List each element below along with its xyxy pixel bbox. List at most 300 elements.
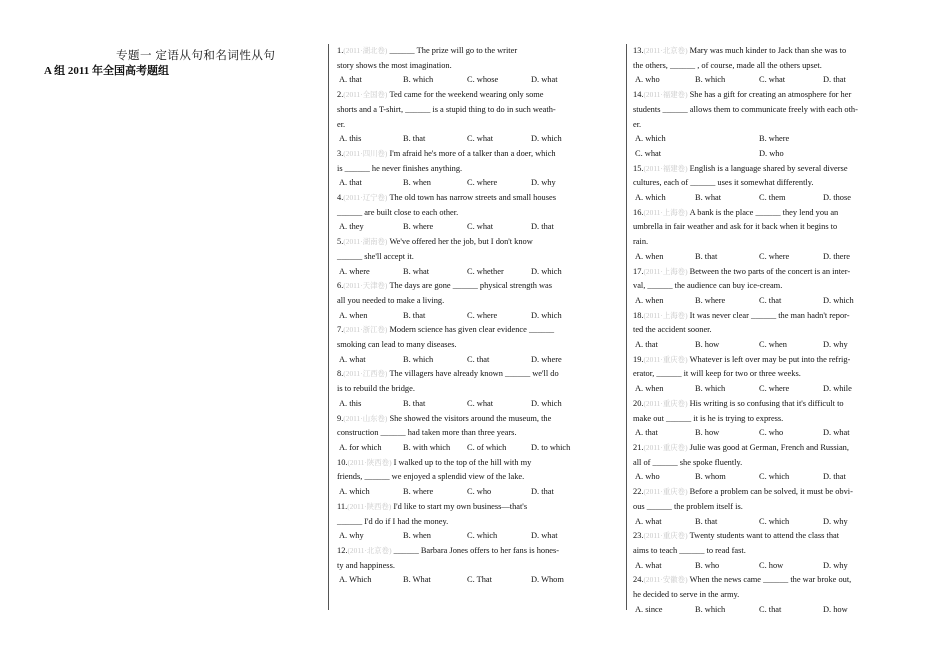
- question-text: A bank is the place ______ they lend you an: [689, 207, 839, 217]
- answer-option[interactable]: B. how: [695, 340, 720, 350]
- answer-option[interactable]: C. where: [467, 310, 498, 320]
- answer-option[interactable]: A. for which: [339, 442, 382, 452]
- question-text-line: [633, 118, 908, 133]
- answer-option[interactable]: D. which: [531, 310, 562, 320]
- question-text: We've offered her the job, but I don't know: [389, 237, 533, 247]
- question-text-line: [337, 367, 611, 382]
- answer-option[interactable]: C. which: [759, 472, 790, 482]
- question-source: (2011·福建卷): [643, 90, 688, 100]
- question-number: 11.: [337, 501, 348, 511]
- question-text-line: [633, 103, 908, 118]
- question-item: [337, 88, 611, 147]
- answer-option[interactable]: D. to which: [531, 442, 571, 452]
- question-number: 6.: [337, 281, 344, 291]
- question-source: (2011·重庆卷): [643, 398, 688, 408]
- question-number: 22.: [633, 487, 644, 497]
- answer-option[interactable]: A. which: [635, 134, 666, 144]
- answer-option[interactable]: B. how: [695, 428, 720, 438]
- question-item: [633, 573, 908, 617]
- answer-options: [337, 441, 611, 456]
- question-source: (2011·重庆卷): [643, 442, 688, 452]
- question-text-line: [337, 147, 611, 162]
- question-text: Mary was much kinder to Jack than she was to: [689, 46, 847, 55]
- answer-option[interactable]: B. what: [403, 266, 430, 276]
- answer-option[interactable]: D. what: [531, 75, 558, 85]
- answer-option[interactable]: C. what: [467, 222, 494, 232]
- question-item: [337, 544, 611, 588]
- answer-options: [633, 132, 908, 147]
- question-item: [337, 456, 611, 500]
- question-source: (2011·陕西卷): [347, 501, 392, 511]
- question-text: Ted came for the weekend wearing only some: [389, 90, 544, 100]
- page-title: 专题一 定语从句和名词性从句: [116, 50, 276, 62]
- question-text-line: [337, 206, 611, 221]
- answer-option[interactable]: C. what: [467, 398, 494, 408]
- question-text-line: [633, 441, 908, 456]
- question-text: Twenty students want to attend the class that: [689, 531, 840, 541]
- answer-option[interactable]: D. where: [531, 354, 562, 364]
- question-text: Julie was good at German, French and Russian,: [689, 442, 849, 452]
- answer-options: [633, 603, 908, 618]
- answer-option[interactable]: C. when: [759, 340, 787, 350]
- answer-option[interactable]: B. where: [695, 295, 726, 305]
- answer-option[interactable]: A. this: [339, 134, 362, 144]
- question-item: [633, 309, 908, 353]
- question-number: 18.: [633, 310, 644, 320]
- question-text: the others, ______ , of course, made all the others upset.: [633, 60, 822, 70]
- answer-option[interactable]: D. which: [531, 398, 562, 408]
- answer-option[interactable]: A. what: [635, 516, 662, 526]
- question-source: (2011·安徽卷): [643, 575, 688, 585]
- answer-option[interactable]: A. when: [635, 384, 664, 394]
- question-text-line: [633, 323, 908, 338]
- question-item: [337, 500, 611, 544]
- question-item: [633, 529, 908, 573]
- question-number: 23.: [633, 531, 644, 541]
- question-text: shorts and a T-shirt, ______ is a stupid thing to do in such weath-: [337, 104, 556, 114]
- page-subtitle: A 组 2011 年全国高考题组: [44, 65, 169, 77]
- question-text: val, ______ the audience can buy ice-cream.: [633, 281, 783, 291]
- question-text-line: [633, 279, 908, 294]
- answer-option[interactable]: D. that: [823, 75, 846, 85]
- answer-option[interactable]: A. that: [339, 178, 362, 188]
- question-item: [633, 265, 908, 309]
- question-text: When the news came ______ the war broke out,: [689, 575, 852, 585]
- question-text: She showed the visitors around the museum, the: [389, 413, 552, 423]
- answer-option[interactable]: C. who: [467, 487, 492, 497]
- question-number: 24.: [633, 575, 644, 585]
- answer-option[interactable]: A. what: [339, 354, 366, 364]
- question-text: is to rebuild the bridge.: [337, 384, 415, 394]
- question-source: (2011·四川卷): [343, 148, 388, 158]
- answer-options: [633, 382, 908, 397]
- question-text-line: [337, 338, 611, 353]
- answer-option[interactable]: B. where: [759, 134, 790, 144]
- answer-option[interactable]: B. that: [695, 251, 718, 261]
- question-source: (2011·福建卷): [643, 163, 688, 173]
- answer-option[interactable]: A. who: [635, 75, 660, 85]
- question-text: English is a language shared by several diverse: [689, 163, 848, 173]
- question-text-line: [337, 118, 611, 133]
- question-text-line: [337, 470, 611, 485]
- answer-option[interactable]: D. that: [823, 472, 846, 482]
- question-text-line: [633, 206, 908, 221]
- answer-option[interactable]: C. who: [759, 428, 784, 438]
- answer-option[interactable]: C. of which: [467, 442, 507, 452]
- answer-option[interactable]: D. why: [823, 516, 848, 526]
- question-item: [633, 353, 908, 397]
- question-number: 21.: [633, 442, 644, 452]
- answer-option[interactable]: B. which: [695, 75, 726, 85]
- question-text: er.: [337, 119, 346, 129]
- answer-option[interactable]: B. which: [403, 75, 434, 85]
- answer-options: [337, 485, 611, 500]
- question-text-line: [337, 88, 611, 103]
- question-source: (2011·重庆卷): [643, 531, 688, 541]
- question-item: [337, 44, 611, 88]
- question-number: 19.: [633, 354, 644, 364]
- answer-options: [337, 573, 611, 588]
- question-text-line: [337, 294, 611, 309]
- question-text-line: [633, 397, 908, 412]
- answer-options: [633, 147, 908, 162]
- answer-option[interactable]: C. where: [467, 178, 498, 188]
- question-item: [633, 441, 908, 485]
- answer-option[interactable]: B. which: [403, 354, 434, 364]
- answer-options: [633, 515, 908, 530]
- answer-option[interactable]: C. what: [467, 134, 494, 144]
- question-number: 4.: [337, 193, 344, 203]
- question-item: [337, 235, 611, 279]
- question-text: erator, ______ it will keep for two or three weeks.: [633, 369, 801, 379]
- question-text-line: [337, 559, 611, 574]
- question-source: (2011·全国卷): [343, 90, 388, 100]
- question-source: (2011·辽宁卷): [343, 193, 388, 203]
- question-text: Modern science has given clear evidence ______: [389, 325, 555, 335]
- answer-option[interactable]: A. which: [635, 193, 666, 203]
- answer-option[interactable]: A. when: [635, 295, 664, 305]
- question-text: Before a problem can be solved, it must be obvi-: [689, 487, 853, 497]
- answer-option[interactable]: C. That: [467, 575, 492, 585]
- question-text-line: [633, 176, 908, 191]
- question-text-line: [337, 103, 611, 118]
- question-text-line: [633, 367, 908, 382]
- question-text-line: [633, 220, 908, 235]
- answer-option[interactable]: D. which: [823, 295, 854, 305]
- answer-option[interactable]: D. how: [823, 604, 848, 614]
- question-text: story shows the most imagination.: [337, 60, 452, 70]
- question-text-line: [337, 426, 611, 441]
- question-text-line: [633, 235, 908, 250]
- question-text: I'd like to start my own business—that's: [393, 501, 528, 511]
- question-text: students ______ allows them to communicate freely with each oth-: [633, 104, 858, 114]
- answer-option[interactable]: C. them: [759, 193, 786, 203]
- question-source: (2011·湖南卷): [343, 237, 388, 247]
- question-text-line: [633, 588, 908, 603]
- answer-option[interactable]: B. with which: [403, 442, 451, 452]
- question-text: ous ______ the problem itself is.: [633, 501, 743, 511]
- question-text: is ______ he never finishes anything.: [337, 163, 463, 173]
- question-text: make out ______ it is he is trying to express.: [633, 413, 784, 423]
- question-number: 7.: [337, 325, 344, 335]
- question-text-line: [337, 544, 611, 559]
- question-text: he decided to serve in the army.: [633, 590, 740, 600]
- answer-option[interactable]: D. why: [531, 178, 556, 188]
- question-text-line: [633, 162, 908, 177]
- answer-options: [337, 132, 611, 147]
- answer-option[interactable]: A. this: [339, 398, 362, 408]
- answer-option[interactable]: A. that: [635, 428, 658, 438]
- question-source: (2011·江西卷): [343, 369, 388, 379]
- answer-option[interactable]: C. that: [759, 604, 782, 614]
- answer-option[interactable]: B. that: [403, 134, 426, 144]
- answer-option[interactable]: D. that: [531, 222, 554, 232]
- question-source: (2011·上海卷): [643, 266, 688, 276]
- question-item: [633, 397, 908, 441]
- answer-options: [337, 353, 611, 368]
- question-text: rain.: [633, 237, 649, 247]
- question-number: 15.: [633, 163, 644, 173]
- question-source: (2011·浙江卷): [343, 325, 388, 335]
- column-divider-right: [626, 44, 627, 610]
- question-text: all of ______ she spoke fluently.: [633, 457, 743, 467]
- question-text: umbrella in fair weather and ask for it back when it begins to: [633, 222, 838, 232]
- question-source: (2011·湖北卷): [343, 46, 388, 55]
- answer-option[interactable]: A. since: [635, 604, 663, 614]
- question-text-line: [633, 456, 908, 471]
- question-text: cultures, each of ______ uses it somewhat differently.: [633, 178, 814, 188]
- answer-option[interactable]: D. why: [823, 340, 848, 350]
- question-text-line: [633, 544, 908, 559]
- answer-option[interactable]: B. who: [695, 560, 720, 570]
- question-text-line: [633, 500, 908, 515]
- answer-options: [337, 220, 611, 235]
- question-text-line: [337, 515, 611, 530]
- answer-option[interactable]: D. those: [823, 193, 851, 203]
- question-number: 5.: [337, 237, 344, 247]
- answer-option[interactable]: A. they: [339, 222, 364, 232]
- question-number: 3.: [337, 148, 344, 158]
- question-text-line: [633, 309, 908, 324]
- question-item: [337, 147, 611, 191]
- answer-option[interactable]: A. that: [339, 75, 362, 85]
- question-text-line: [633, 59, 908, 74]
- question-text-line: [633, 412, 908, 427]
- question-item: [633, 206, 908, 265]
- question-source: (2011·北京卷): [347, 545, 392, 555]
- question-number: 20.: [633, 398, 644, 408]
- question-item: [633, 44, 908, 88]
- answer-option[interactable]: A. which: [339, 487, 370, 497]
- question-text-line: [633, 88, 908, 103]
- answer-options: [337, 73, 611, 88]
- answer-option[interactable]: B. what: [695, 193, 722, 203]
- answer-option[interactable]: A. when: [635, 251, 664, 261]
- answer-option[interactable]: A. who: [635, 472, 660, 482]
- answer-options: [633, 338, 908, 353]
- question-text: The old town has narrow streets and small houses: [389, 193, 556, 203]
- answer-options: [337, 265, 611, 280]
- question-number: 13.: [633, 46, 644, 55]
- answer-option[interactable]: D. why: [823, 560, 848, 570]
- answer-options: [633, 73, 908, 88]
- question-source: (2011·北京卷): [643, 46, 688, 55]
- answer-option[interactable]: B. that: [403, 310, 426, 320]
- question-text-line: [337, 456, 611, 471]
- answer-options: [337, 309, 611, 324]
- answer-option[interactable]: C. which: [759, 516, 790, 526]
- question-item: [337, 191, 611, 235]
- answer-option[interactable]: D. that: [531, 487, 554, 497]
- question-text-line: [337, 235, 611, 250]
- answer-options: [633, 294, 908, 309]
- question-number: 1.: [337, 46, 344, 55]
- question-text-line: [633, 529, 908, 544]
- question-number: 9.: [337, 413, 344, 423]
- question-text: ______ are built close to each other.: [337, 207, 459, 217]
- question-text: His writing is so confusing that it's difficult to: [689, 398, 844, 408]
- question-number: 10.: [337, 457, 348, 467]
- question-text-line: [337, 279, 611, 294]
- answer-option[interactable]: B. that: [695, 516, 718, 526]
- question-source: (2011·上海卷): [643, 207, 688, 217]
- answer-option[interactable]: B. where: [403, 487, 434, 497]
- question-text: ty and happiness.: [337, 560, 395, 570]
- answer-option[interactable]: B. when: [403, 531, 431, 541]
- question-item: [337, 279, 611, 323]
- answer-option[interactable]: C. what: [759, 75, 786, 85]
- question-number: 17.: [633, 266, 644, 276]
- answer-option[interactable]: A. where: [339, 266, 370, 276]
- answer-option[interactable]: B. when: [403, 178, 431, 188]
- question-text: aims to teach ______ to read fast.: [633, 545, 746, 555]
- question-text-line: [337, 382, 611, 397]
- answer-option[interactable]: C. how: [759, 560, 784, 570]
- question-item: [337, 412, 611, 456]
- answer-option[interactable]: B. What: [403, 575, 431, 585]
- column-divider-left: [328, 44, 329, 610]
- question-item: [633, 88, 908, 162]
- answer-option[interactable]: B. where: [403, 222, 434, 232]
- question-text-line: [337, 500, 611, 515]
- answer-options: [337, 529, 611, 544]
- answer-option[interactable]: D. there: [823, 251, 850, 261]
- answer-option[interactable]: B. that: [403, 398, 426, 408]
- answer-option[interactable]: D. which: [531, 266, 562, 276]
- question-text-line: [337, 44, 611, 59]
- question-number: 12.: [337, 545, 348, 555]
- question-text: er.: [633, 119, 642, 129]
- question-item: [633, 485, 908, 529]
- question-text: Between the two parts of the concert is an inter-: [689, 266, 851, 276]
- question-text: ______ Barbara Jones offers to her fans is hones-: [393, 545, 560, 555]
- question-text: Whatever is left over may be put into the refrig-: [689, 354, 851, 364]
- answer-option[interactable]: A. Which: [339, 575, 372, 585]
- question-item: [337, 323, 611, 367]
- question-column-left: [337, 44, 611, 588]
- question-text: all you needed to make a living.: [337, 295, 445, 305]
- answer-option[interactable]: D. while: [823, 384, 852, 394]
- question-source: (2011·重庆卷): [643, 354, 688, 364]
- question-number: 14.: [633, 90, 644, 100]
- answer-options: [633, 191, 908, 206]
- question-number: 2.: [337, 90, 344, 100]
- answer-option[interactable]: B. which: [695, 384, 726, 394]
- answer-option[interactable]: A. that: [635, 340, 658, 350]
- answer-option[interactable]: C. whether: [467, 266, 504, 276]
- answer-options: [633, 470, 908, 485]
- question-text-line: [337, 250, 611, 265]
- question-text: The villagers have already known ______ we'll do: [389, 369, 559, 379]
- answer-option[interactable]: D. who: [759, 148, 784, 158]
- question-text-line: [633, 44, 908, 59]
- question-text-line: [337, 323, 611, 338]
- question-text: I'm afraid he's more of a talker than a doer, which: [389, 148, 556, 158]
- answer-options: [633, 250, 908, 265]
- question-source: (2011·天津卷): [343, 281, 388, 291]
- answer-options: [337, 397, 611, 412]
- question-text: construction ______ had taken more than three years.: [337, 428, 517, 438]
- question-source: (2011·上海卷): [643, 310, 688, 320]
- question-text: She has a gift for creating an atmosphere for her: [689, 90, 852, 100]
- question-text: ted the accident sooner.: [633, 325, 712, 335]
- question-number: 8.: [337, 369, 344, 379]
- answer-options: [633, 559, 908, 574]
- answer-option[interactable]: B. whom: [695, 472, 726, 482]
- answer-option[interactable]: C. that: [759, 295, 782, 305]
- question-text: ______ I'd do if I had the money.: [337, 516, 449, 526]
- question-text-line: [633, 573, 908, 588]
- question-text: friends, ______ we enjoyed a splendid view of the lake.: [337, 472, 525, 482]
- question-source: (2011·陕西卷): [347, 457, 392, 467]
- answer-option[interactable]: C. which: [467, 531, 498, 541]
- answer-option[interactable]: C. what: [635, 148, 662, 158]
- answer-option[interactable]: C. where: [759, 384, 790, 394]
- question-text-line: [633, 353, 908, 368]
- question-text: The days are gone ______ physical strength was: [389, 281, 553, 291]
- answer-option[interactable]: A. what: [635, 560, 662, 570]
- question-text-line: [337, 59, 611, 74]
- question-item: [337, 367, 611, 411]
- question-text-line: [633, 265, 908, 280]
- question-item: [633, 162, 908, 206]
- answer-options: [633, 426, 908, 441]
- answer-option[interactable]: A. when: [339, 310, 368, 320]
- answer-option[interactable]: D. Whom: [531, 575, 564, 585]
- answer-options: [337, 176, 611, 191]
- answer-option[interactable]: D. what: [531, 531, 558, 541]
- answer-option[interactable]: B. which: [695, 604, 726, 614]
- question-number: 16.: [633, 207, 644, 217]
- question-source: (2011·重庆卷): [643, 487, 688, 497]
- answer-option[interactable]: C. whose: [467, 75, 499, 85]
- question-text-line: [337, 191, 611, 206]
- answer-option[interactable]: C. that: [467, 354, 490, 364]
- question-text-line: [337, 412, 611, 427]
- question-source: (2011·山东卷): [343, 413, 388, 423]
- question-column-right: [633, 44, 908, 617]
- question-text: It was never clear ______ the man hadn't repor-: [689, 310, 850, 320]
- answer-option[interactable]: D. which: [531, 134, 562, 144]
- answer-option[interactable]: A. why: [339, 531, 364, 541]
- question-text-line: [633, 485, 908, 500]
- question-text: ______ she'll accept it.: [337, 251, 414, 261]
- question-text: I walked up to the top of the hill with my: [393, 457, 532, 467]
- question-text: smoking can lead to many diseases.: [337, 340, 457, 350]
- question-text-line: [337, 162, 611, 177]
- answer-option[interactable]: C. where: [759, 251, 790, 261]
- answer-option[interactable]: D. what: [823, 428, 850, 438]
